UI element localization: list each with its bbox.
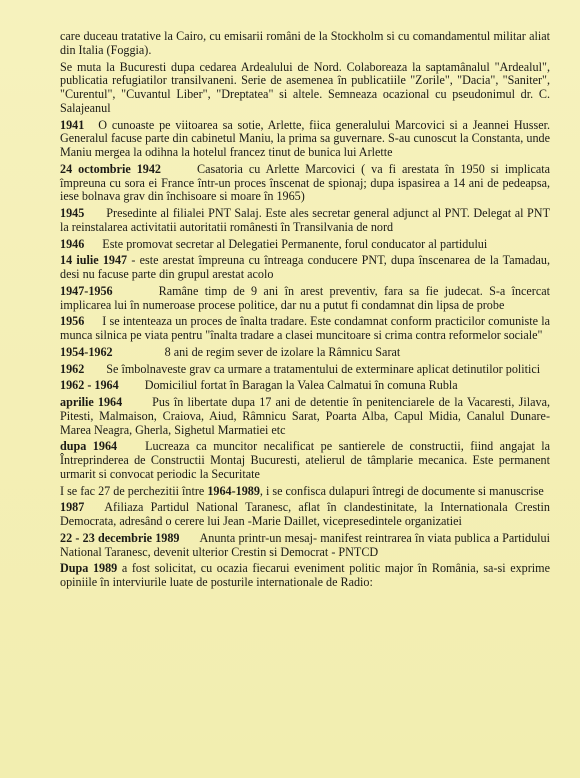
entry-text: I se intenteaza un proces de înalta tradare. Este condamnat conform practicilor comuniste la munca silnica pe viata pentru "înalta tradare a clasei muncitoare si crima contra reformelor sociale" (60, 314, 550, 342)
entry-text: Afiliaza Partidul National Taranesc, aflat în clandestinitate, la Internationala Crestin Democrata, adresând o cerere lui Jean -Marie Daillet, vicepresedintele organizatiei (60, 500, 550, 528)
entry-dupa-1964 (60, 440, 550, 481)
entry-1945 (60, 207, 550, 235)
entry-1946 (60, 238, 550, 252)
entry-text: a fost solicitat, cu ocazia fiecarui eveniment politic major în România, sa-si exprime opiniile în interviurile luate de posturile internationale de Radio: (60, 561, 550, 589)
entry-text: Se îmbolnaveste grav ca urmare a tratamentului de exterminare aplicat detinutilor politici (106, 361, 541, 376)
entry-date: 1964-1989 (207, 483, 260, 498)
entry-date: 1947-1956 (60, 283, 113, 298)
entry-date: Dupa 1989 (60, 561, 118, 576)
entry-1941 (60, 119, 550, 160)
entry-1962-1964 (60, 379, 550, 393)
entry-text: Casatoria cu Arlette Marcovici ( va fi arestata în 1950 si implicata împreuna cu sora ei France într-un proces înscenat de spionaj; dupa ispasirea a 14 ani de pedeapsa, iese bolnava grav din închisoare si moare în 1965) (60, 161, 550, 204)
paragraph-text: , i se confisca dulapuri întregi de documente si manuscrise (259, 483, 544, 498)
entry-date: 1956 (60, 314, 85, 329)
entry-date: 1962 (60, 361, 85, 376)
entry-text: Lucreaza ca muncitor necalificat pe santierele de constructii, fiind angajat la Întreprinderea de Constructii Montaj Bucuresti, atelierul de tâmplarie mecanica. Este permanent urmarit si convocat periodic la Securitate (60, 439, 550, 481)
entry-date: 14 iulie 1947 (60, 253, 128, 268)
paragraph-bucuresti (60, 61, 550, 116)
entry-date: dupa 1964 (60, 439, 118, 454)
entry-decembrie-1989 (60, 532, 550, 560)
paragraph-cairo (60, 30, 550, 58)
entry-1987 (60, 501, 550, 529)
entry-date: aprilie 1964 (60, 395, 123, 409)
entry-dupa-1989 (60, 562, 550, 590)
entry-date: 1962 - 1964 (60, 378, 119, 393)
paragraph-perchezitii (60, 485, 550, 499)
paragraph-text: care duceau tratative la Cairo, cu emisarii români de la Stockholm si cu comandamentul militar aliat din Italia (Foggia). (60, 29, 550, 57)
entry-text: 8 ani de regim sever de izolare la Râmnicu Sarat (164, 344, 401, 359)
entry-date: 1941 (60, 117, 85, 132)
entry-text: Domiciliul fortat în Baragan la Valea Calmatui în comuna Rubla (144, 378, 458, 393)
entry-date: 1945 (60, 206, 85, 220)
entry-text: - este arestat împreuna cu întreaga conducere PNT, dupa înscenarea de la Tamadau, desi nu facuse parte din grupul arestat acolo (60, 253, 550, 281)
paragraph-text: Se muta la Bucuresti dupa cedarea Ardealului de Nord. Colaboreaza la saptamânalul "Ardealul", publicatia refugiatilor transilvaneni. Serie de asemenea în publicatiile "Zorile", "Dacia", "Saniter", "Curentul", "Cuvantul Liber", "Dreptatea" si altele. Semneaza ocazional cu pseudonimul dr. C. Salajeanul (60, 59, 550, 115)
entry-1962 (60, 363, 550, 377)
entry-text: O cunoaste pe viitoarea sa sotie, Arlette, fiica generalului Marcovici si a Jeannei Husser. Generalul facuse parte din cabinetul Maniu, la prima sa guvernare. S-au cunoscut la Constanta, unde Maniu mergea la odihna la hotelul francez tinut de bunica lui Arlette (60, 117, 550, 159)
entry-text: Ramâne timp de 9 ani în arest preventiv, fara sa fie judecat. S-a încercat implicarea lui în numeroase procese politice, dar nu a putut fi condamnat din lipsa de probe (60, 283, 550, 312)
entry-text: Presedinte al filialei PNT Salaj. Este ales secretar general adjunct al PNT. Delegat al PNT la reinstalarea activitatii autoritatii românesti în Transilvania de nord (60, 206, 550, 234)
entry-date: 1946 (60, 236, 85, 251)
entry-date: 24 octombrie 1942 (60, 161, 161, 176)
entry-1954-1962 (60, 346, 550, 360)
entry-date: 22 - 23 decembrie 1989 (60, 530, 180, 545)
paragraph-text: I se fac 27 de perchezitii între (60, 483, 205, 498)
entry-date: 1987 (60, 500, 85, 515)
entry-date: 1954-1962 (60, 344, 113, 359)
entry-text: Pus în libertate dupa 17 ani de detentie în penitenciarele de la Vacaresti, Jilava, Pitesti, Malmaison, Craiova, Aiud, Râmnicu Sarat, Poarta Alba, Capul Midia, Canalul Dunare- Marea Neagra, Gherla, Sighetul Marmatiei etc (60, 395, 550, 437)
entry-1942 (60, 163, 550, 204)
entry-text: Este promovat secretar al Delegatiei Permanente, forul conducator al partidului (102, 236, 488, 251)
entry-aprilie-1964 (60, 396, 550, 437)
entry-1947 (60, 254, 550, 282)
entry-text: Anunta printr-un mesaj- manifest reintrarea în viata publica a Partidului National Taranesc, devenit ulterior Crestin si Democrat - PNTCD (60, 530, 550, 559)
entry-1956 (60, 315, 550, 343)
entry-1947-1956 (60, 285, 550, 313)
